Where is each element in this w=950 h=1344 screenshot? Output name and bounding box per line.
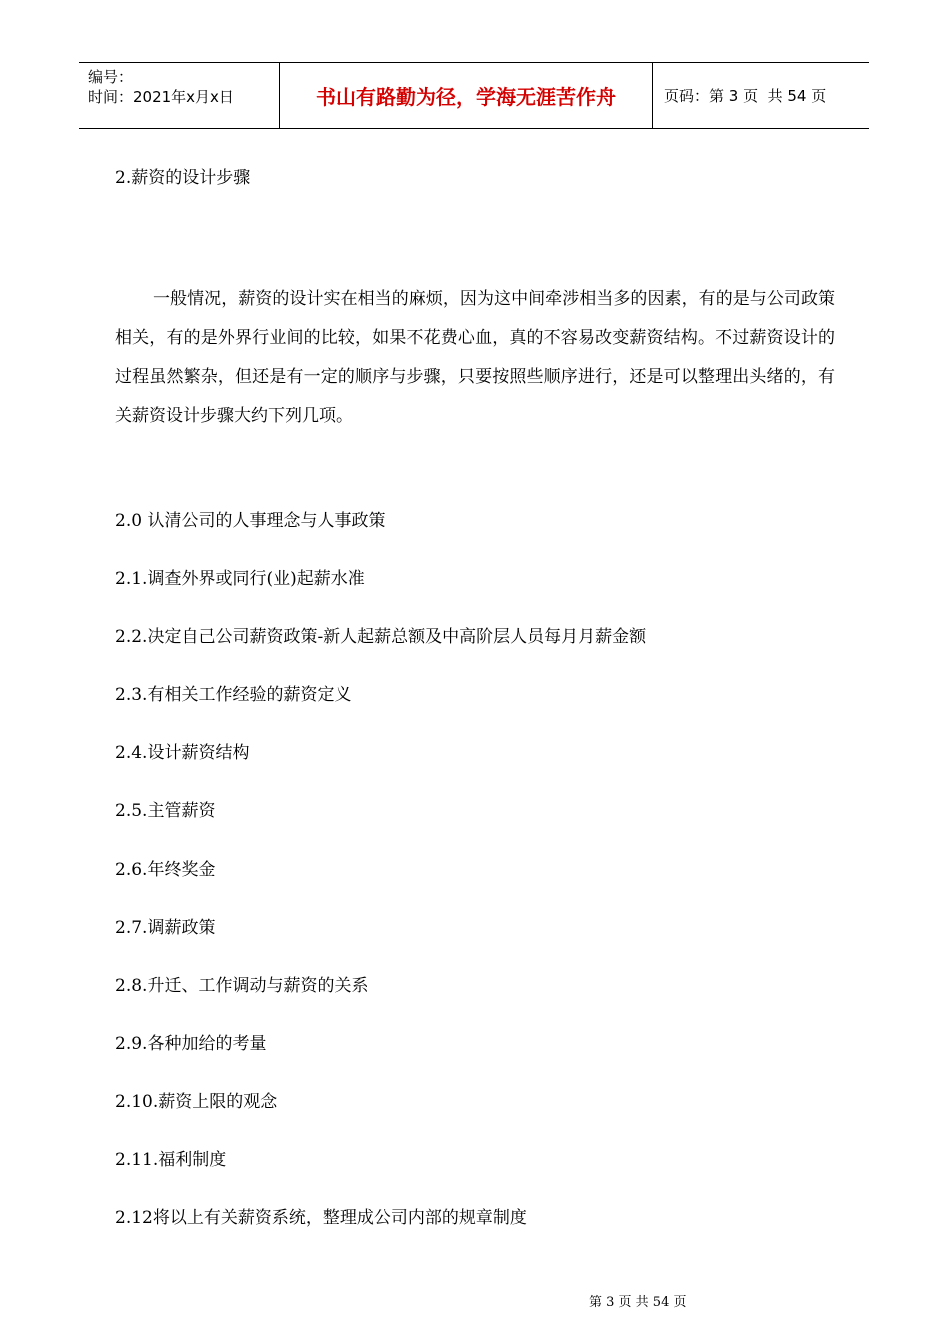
step-item: 2.8.升迁、工作调动与薪资的关系 [115, 976, 369, 996]
page-header [79, 62, 869, 129]
header-page-code-cell [653, 63, 869, 128]
step-item: 2.2.决定自己公司薪资政策-新人起薪总额及中高阶层人员每月月薪金额 [115, 627, 647, 647]
step-item: 2.7.调薪政策 [115, 918, 216, 938]
step-item: 2.11.福利制度 [115, 1150, 227, 1170]
step-item: 2.1.调查外界或同行(业)起薪水准 [115, 569, 365, 589]
step-item: 2.10.薪资上限的观念 [115, 1092, 278, 1112]
header-motto-cell [280, 63, 653, 128]
step-item: 2.6.年终奖金 [115, 860, 216, 880]
step-item: 2.5.主管薪资 [115, 801, 216, 821]
header-page-code: 页码：第 3 页 共 54 页 [664, 87, 827, 105]
step-item: 2.3.有相关工作经验的薪资定义 [115, 685, 352, 705]
step-item: 2.12将以上有关薪资系统，整理成公司内部的规章制度 [115, 1208, 527, 1228]
page-footer: 第 3 页 共 54 页 [589, 1295, 687, 1310]
document-number-label: 编号： [88, 68, 134, 86]
document-time-label: 时间：2021年x月x日 [88, 88, 234, 106]
step-item: 2.0 认清公司的人事理念与人事政策 [115, 511, 386, 531]
step-item: 2.4.设计薪资结构 [115, 743, 250, 763]
step-item: 2.9.各种加给的考量 [115, 1034, 267, 1054]
header-meta-cell [79, 63, 280, 128]
section-title: 2.薪资的设计步骤 [115, 168, 251, 188]
header-motto: 书山有路勤为径，学海无涯苦作舟 [316, 85, 616, 109]
intro-paragraph: 一般情况，薪资的设计实在相当的麻烦，因为这中间牵涉相当多的因素，有的是与公司政策相关，有的是外界行业间的比较，如果不花费心血，真的不容易改变薪资结构。不过薪资设计的过程虽然繁杂，但还是有一定的顺序与步骤，只要按照些顺序进行，还是可以整理出头绪的，有关薪资设计步骤大约下列几项。 [115, 289, 835, 426]
